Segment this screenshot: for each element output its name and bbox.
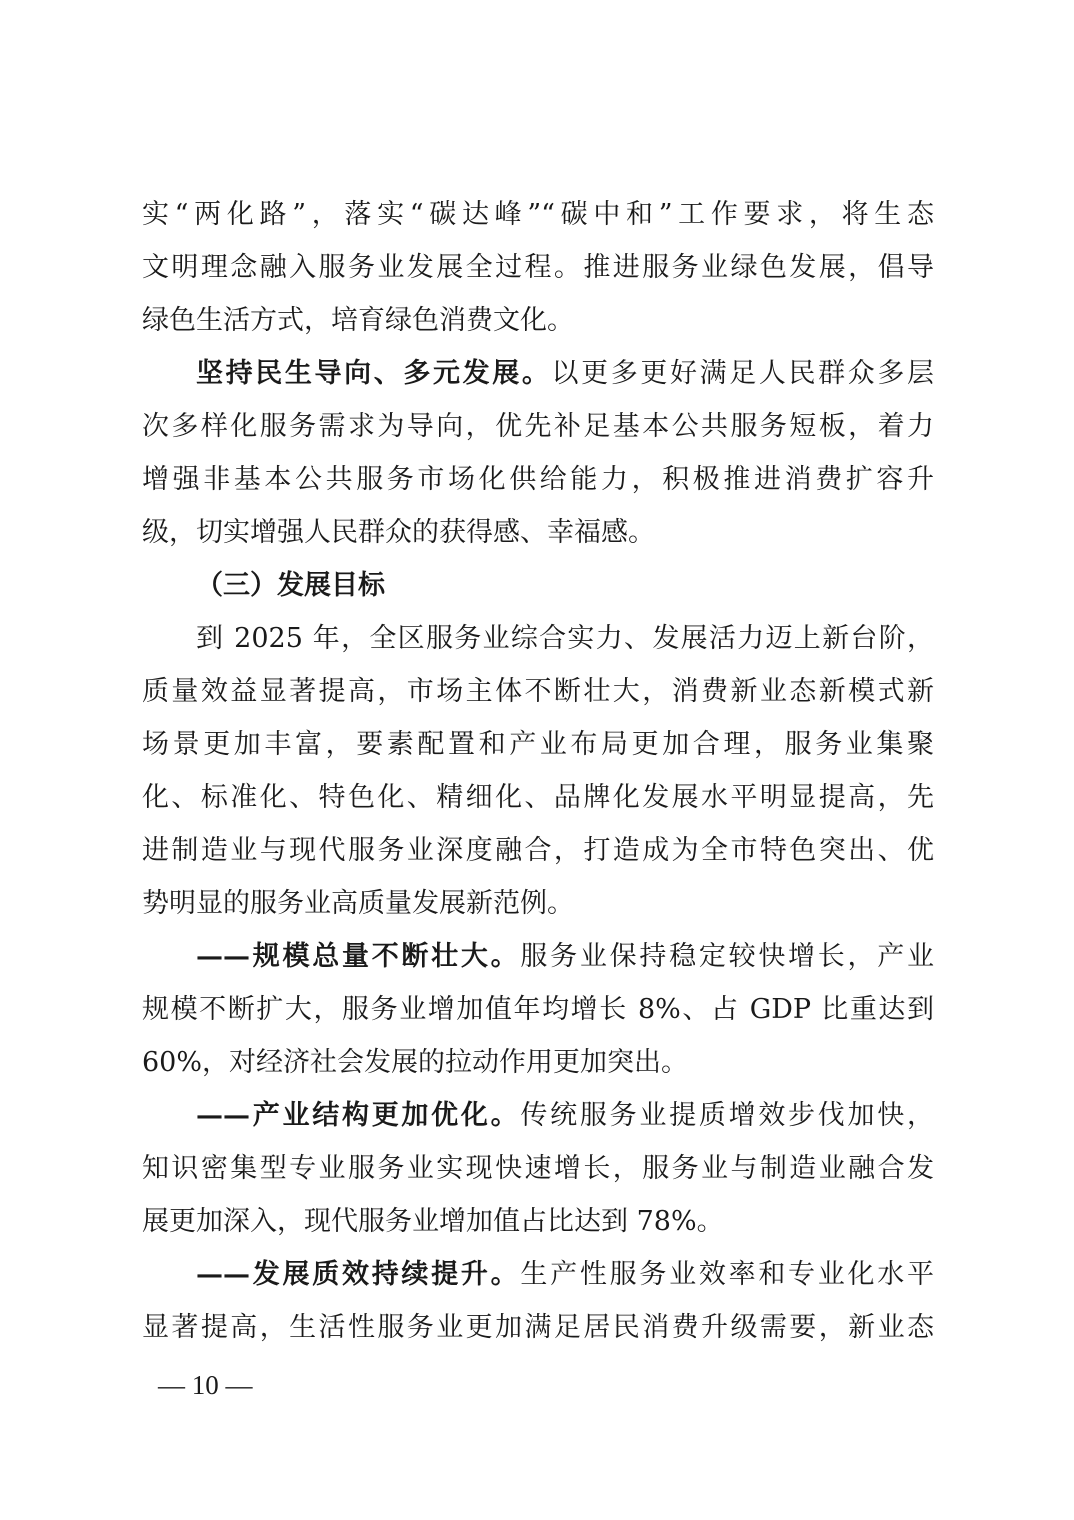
body-line: 展更加深入，现代服务业增加值占比达到 78%。 — [142, 1206, 724, 1237]
body-line: 规模不断扩大，服务业增加值年均增长 8%、占 GDP 比重达到 — [142, 994, 934, 1025]
paragraph-first-line-text: 服务业保持稳定较快增长，产业 — [520, 941, 935, 972]
paragraph-first-line-text: 以更多更好满足人民群众多层 — [551, 358, 934, 389]
paragraph-first-line — [142, 1089, 934, 1142]
paragraph-first-line — [142, 930, 934, 983]
body-line: 场景更加丰富，要素配置和产业布局更加合理，服务业集聚 — [142, 729, 934, 760]
paragraph-first-line-text: 传统服务业提质增效步伐加快， — [520, 1100, 935, 1131]
paragraph-first-line — [142, 1248, 934, 1301]
section-heading: （三）发展目标 — [196, 570, 385, 601]
paragraph-lead-bold: ——发展质效持续提升。 — [196, 1259, 521, 1290]
body-line: 绿色生活方式，培育绿色消费文化。 — [142, 305, 574, 336]
body-line: 实“两化路”，落实“碳达峰”“碳中和”工作要求，将生态 — [142, 199, 934, 230]
body-line: 增强非基本公共服务市场化供给能力，积极推进消费扩容升 — [142, 464, 934, 495]
paragraph-first-line-text: 生产性服务业效率和专业化水平 — [520, 1259, 935, 1290]
paragraph-first-line: 到 2025 年，全区服务业综合实力、发展活力迈上新台阶， — [196, 623, 934, 654]
paragraph-lead-bold: ——产业结构更加优化。 — [196, 1100, 521, 1131]
document-page — [142, 188, 934, 1354]
page-number: — 10 — — [158, 1370, 253, 1400]
body-line: 60%，对经济社会发展的拉动作用更加突出。 — [142, 1047, 689, 1078]
body-line: 质量效益显著提高，市场主体不断壮大，消费新业态新模式新 — [142, 676, 934, 707]
body-line: 势明显的服务业高质量发展新范例。 — [142, 888, 574, 919]
body-line: 知识密集型专业服务业实现快速增长，服务业与制造业融合发 — [142, 1153, 934, 1184]
body-line: 文明理念融入服务业发展全过程。推进服务业绿色发展，倡导 — [142, 252, 934, 283]
paragraph-first-line — [142, 347, 934, 400]
paragraph-lead-bold: ——规模总量不断壮大。 — [196, 941, 521, 972]
body-line: 级，切实增强人民群众的获得感、幸福感。 — [142, 517, 655, 548]
body-line: 进制造业与现代服务业深度融合，打造成为全市特色突出、优 — [142, 835, 934, 866]
paragraph-lead-bold: 坚持民生导向、多元发展。 — [196, 358, 552, 389]
body-line: 化、标准化、特色化、精细化、品牌化发展水平明显提高，先 — [142, 782, 934, 813]
body-line: 次多样化服务需求为导向，优先补足基本公共服务短板，着力 — [142, 411, 934, 442]
body-line: 显著提高，生活性服务业更加满足居民消费升级需要，新业态 — [142, 1312, 934, 1343]
